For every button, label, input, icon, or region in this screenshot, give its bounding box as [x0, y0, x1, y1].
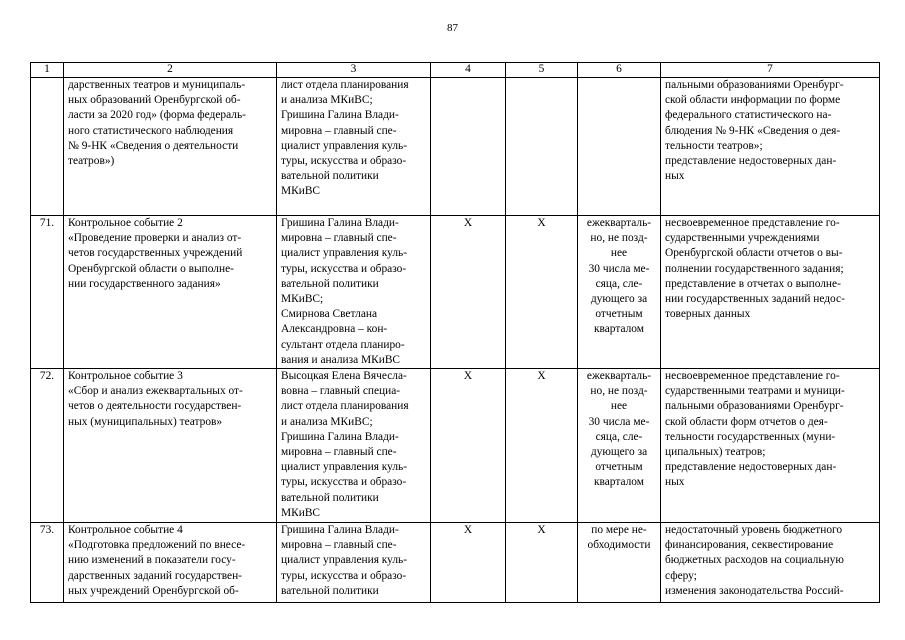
table-row — [31, 78, 880, 216]
deadline-cell: ежекварталь- но, не позд- нее 30 числа ме- сяца, сле- дующего за отчетным кварталом — [578, 216, 661, 369]
deadline-cell: ежекварталь- но, не позд- нее 30 числа ме- сяца, сле- дующего за отчетным кварталом — [578, 369, 661, 523]
event-cell: дарственных театров и муниципаль- ных образований Оренбургской об- ласти за 2020 год» (форма федераль- ного статистического наблюдения № 9-НК «Сведения о деятельности театров») — [64, 78, 277, 216]
row-number: 72. — [31, 369, 64, 523]
row-number — [31, 78, 64, 216]
header-col-4: 4 — [431, 63, 506, 78]
plan-table — [30, 62, 880, 603]
risks-cell: недостаточный уровень бюджетного финансирования, секвестирование бюджетных расходов на социальную сферу; изменения законодательства Россий- — [661, 523, 880, 603]
col5-cell: X — [506, 523, 578, 603]
risks-cell: несвоевременное представление го- сударственными театрами и муници- пальными образованиями Оренбург- ской области форм отчетов о дея- тельности государственных (муни- ципальных) театров; представление недостоверных дан- ных — [661, 369, 880, 523]
event-cell: Контрольное событие 3 «Сбор и анализ ежеквартальных от- четов о деятельности государствен- ных (муниципальных) театров» — [64, 369, 277, 523]
table-row — [31, 369, 880, 523]
page-number: 87 — [447, 22, 458, 34]
header-col-2: 2 — [64, 63, 277, 78]
col4-cell — [431, 78, 506, 216]
header-col-3: 3 — [277, 63, 431, 78]
header-col-1: 1 — [31, 63, 64, 78]
table-row — [31, 216, 880, 369]
deadline-cell: по мере не- обходимости — [578, 523, 661, 603]
responsible-cell: лист отдела планирования и анализа МКиВС; Гришина Галина Влади- мировна – главный спе- циалист управления куль- туры, искусства и образо- вательной политики МКиВС — [277, 78, 431, 216]
responsible-cell: Гришина Галина Влади- мировна – главный спе- циалист управления куль- туры, искусства и образо- вательной политики МКиВС; Смирнова Светлана Александровна – кон- сультант отдела планиро- вания и анализа МКиВС — [277, 216, 431, 369]
deadline-cell — [578, 78, 661, 216]
col5-cell — [506, 78, 578, 216]
header-col-6: 6 — [578, 63, 661, 78]
responsible-cell: Гришина Галина Влади- мировна – главный спе- циалист управления куль- туры, искусства и образо- вательной политики — [277, 523, 431, 603]
col4-cell: X — [431, 369, 506, 523]
event-cell: Контрольное событие 4 «Подготовка предложений по внесе- нию изменений в показатели госу- дарственных заданий государствен- ных учреждений Оренбургской об- — [64, 523, 277, 603]
col5-cell: X — [506, 216, 578, 369]
row-number: 71. — [31, 216, 64, 369]
table-row — [31, 523, 880, 603]
risks-cell: пальными образованиями Оренбург- ской области информации по форме федерального статистического на- блюдения № 9-НК «Сведения о дея- тельности театров»; представление недостоверных дан- ных — [661, 78, 880, 216]
col4-cell: X — [431, 523, 506, 603]
risks-cell: несвоевременное представление го- сударственными учреждениями Оренбургской области отчетов о вы- полнении государственного задания; представление в отчетах о выполне- нии государственных заданий недос- товерных данных — [661, 216, 880, 369]
responsible-cell: Высоцкая Елена Вячесла- вовна – главный специа- лист отдела планирования и анализа МКиВС; Гришина Галина Влади- мировна – главный спе- циалист управления куль- туры, искусства и образо- вательной политики МКиВС — [277, 369, 431, 523]
row-number: 73. — [31, 523, 64, 603]
col5-cell: X — [506, 369, 578, 523]
header-col-7: 7 — [661, 63, 880, 78]
event-cell: Контрольное событие 2 «Проведение проверки и анализ от- четов государственных учреждений Оренбургской области о выполне- нии государственного задания» — [64, 216, 277, 369]
header-col-5: 5 — [506, 63, 578, 78]
col4-cell: X — [431, 216, 506, 369]
header-row — [31, 63, 880, 78]
